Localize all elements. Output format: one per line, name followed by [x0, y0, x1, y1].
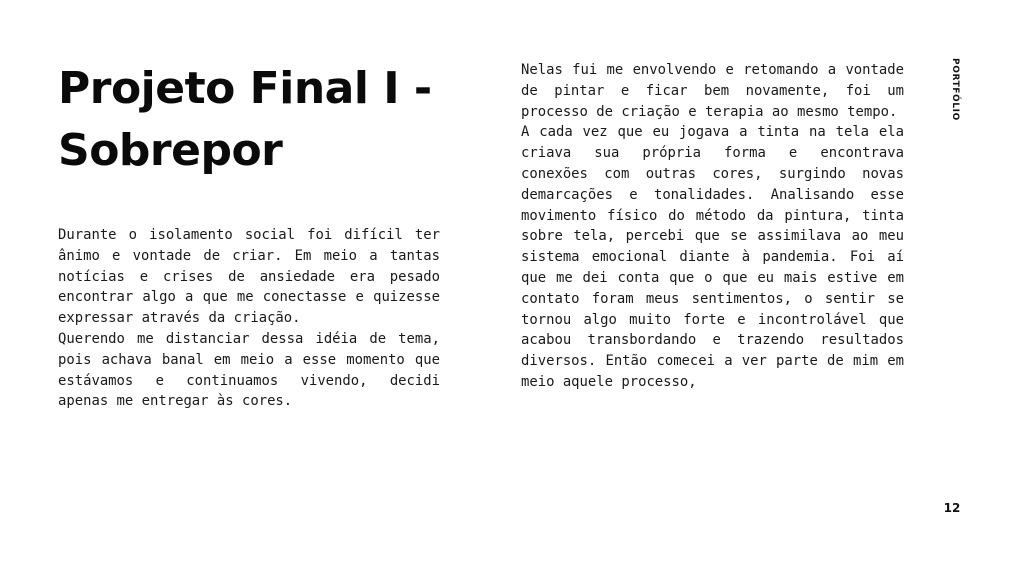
page-number: 12 [943, 501, 961, 515]
left-paragraph-2: Querendo me distanciar dessa idéia de tema, pois achava banal em meio a esse momento que estávamos e continuamos vivendo, decidi apenas me entregar às cores. [58, 330, 440, 410]
right-text-column [521, 60, 904, 393]
right-paragraph-1: Nelas fui me envolvendo e retomando a vontade de pintar e ficar bem novamente, foi um processo de criação e terapia ao mesmo tempo. [521, 62, 904, 120]
left-paragraph-1: Durante o isolamento social foi difícil ter ânimo e vontade de criar. Em meio a tantas notícias e crises de ansiedade era pesado encontrar algo a que me conectasse e quizesse expressar através da criação. [58, 227, 440, 327]
left-text-column [58, 225, 440, 412]
portfolio-side-label: PORTFÓLIO [950, 58, 960, 121]
right-paragraph-2: A cada vez que eu jogava a tinta na tela ela criava sua própria forma e encontrava conexões com outras cores, surgindo novas demarcações e tonalidades. Analisando esse movimento físico do método da pintura, tinta sobre tela, percebi que se assimilava ao meu sistema emocional diante à pandemia. Foi aí que me dei conta que o que eu mais estive em contato foram meus sentimentos, o sentir se tornou algo muito forte e incontrolável que acabou transbordando e trazendo resultados diversos. Então comecei a ver parte de mim em meio aquele processo, [521, 124, 904, 390]
page-title: Projeto Final I - Sobrepor [58, 63, 432, 176]
